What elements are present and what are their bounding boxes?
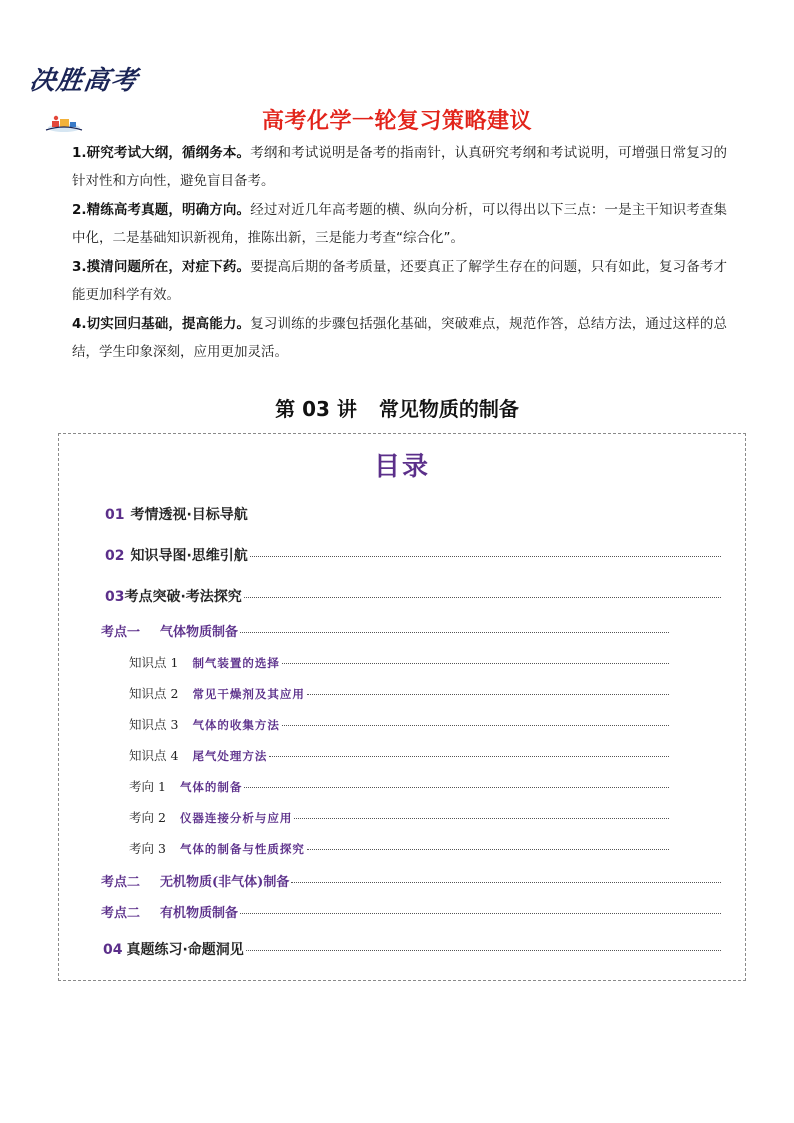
toc-heading: 目录	[373, 452, 430, 482]
toc-leader-dots	[307, 849, 669, 850]
toc-item-prefix: 考向 2	[129, 810, 166, 825]
lecture-title	[0, 393, 794, 422]
toc-leader-dots	[282, 663, 669, 664]
strategy-tips	[72, 140, 727, 368]
toc-item-label: 气体的制备与性质探究	[179, 842, 305, 856]
tip-text: 复习训练的步骤包括强化基础，突破难点，规范作答，总结方法，通过这样的总结，学生印象深刻，应用更加灵活。	[72, 316, 728, 360]
table-of-contents	[58, 433, 746, 981]
toc-item-number: 02	[105, 548, 125, 564]
toc-item-label: 知识导图·思维引航	[130, 548, 248, 564]
toc-item-label: 尾气处理方法	[192, 749, 268, 763]
toc-item[interactable]	[103, 939, 721, 959]
toc-item-label: 气体的收集方法	[192, 718, 280, 732]
toc-item-prefix: 考点一	[101, 625, 141, 640]
toc-item-label: 无机物质(非气体)制备	[160, 875, 290, 890]
toc-item[interactable]	[105, 586, 721, 606]
logo-text: 决胜高考	[27, 66, 140, 96]
lecture-topic: 常见物质的制备	[378, 397, 519, 421]
toc-leader-dots	[269, 756, 669, 757]
tip-heading: 摸清问题所在，对症下药。	[86, 259, 251, 275]
tip-text: 经过对近几年高考题的横、纵向分析，可以得出以下三点：一是主干知识考查集中化，二是基础知识新视角，推陈出新，三是能力考查“综合化”。	[72, 202, 728, 246]
toc-leader-dots	[282, 725, 669, 726]
toc-item[interactable]	[129, 715, 669, 733]
toc-item-label: 制气装置的选择	[192, 656, 280, 670]
toc-item-label: 常见干燥剂及其应用	[192, 687, 305, 701]
toc-leader-dots	[240, 632, 669, 633]
toc-leader-dots	[307, 694, 669, 695]
toc-item-number: 03	[105, 589, 125, 605]
toc-item-number: 04	[103, 942, 123, 958]
lecture-number: 第 03 讲	[275, 397, 357, 421]
toc-item[interactable]	[129, 653, 669, 671]
tip-text: 考纲和考试说明是备考的指南针，认真研究考纲和考试说明，可增强日常复习的针对性和方向性，避免盲目备考。	[72, 145, 728, 189]
toc-item[interactable]	[101, 871, 721, 890]
tip-heading: 研究考试大纲，循纲务本。	[86, 145, 251, 161]
toc-item[interactable]	[129, 684, 669, 702]
tip-item	[72, 197, 727, 252]
tip-heading: 精练高考真题，明确方向。	[86, 202, 251, 218]
toc-item-label: 仪器连接分析与应用	[179, 811, 293, 825]
toc-item-prefix: 知识点 1	[129, 655, 179, 670]
toc-item-prefix: 考向 3	[129, 841, 166, 856]
toc-item[interactable]	[105, 545, 721, 565]
toc-item-prefix: 考向 1	[129, 779, 166, 794]
toc-leader-dots	[244, 597, 721, 598]
page-title: 高考化学一轮复习策略建议	[261, 109, 532, 134]
toc-leader-dots	[240, 913, 721, 914]
toc-item[interactable]	[101, 902, 721, 921]
toc-leader-dots	[244, 787, 669, 788]
toc-item[interactable]	[129, 808, 669, 826]
toc-item[interactable]	[129, 777, 669, 795]
tip-number: 1.	[72, 145, 87, 161]
tip-heading: 切实回归基础，提高能力。	[86, 316, 251, 332]
toc-item[interactable]	[105, 504, 721, 524]
toc-item-number: 01	[105, 507, 125, 523]
toc-item[interactable]	[129, 839, 669, 857]
toc-item-prefix: 知识点 2	[129, 686, 179, 701]
tip-item	[72, 311, 727, 366]
toc-item-label: 气体物质制备	[160, 625, 239, 640]
toc-item[interactable]	[129, 746, 669, 764]
tip-text: 要提高后期的备考质量，还要真正了解学生存在的问题，只有如此，复习备考才能更加科学有效。	[72, 259, 728, 303]
toc-item-label: 考点突破·考法探究	[124, 589, 242, 605]
toc-leader-dots	[250, 556, 721, 557]
toc-item-prefix: 考点二	[101, 906, 141, 921]
toc-item-prefix: 考点二	[101, 875, 141, 890]
toc-item-label: 考情透视·目标导航	[130, 507, 248, 523]
toc-item-prefix: 知识点 4	[129, 748, 179, 763]
toc-leader-dots	[291, 882, 721, 883]
toc-leader-dots	[294, 818, 669, 819]
toc-leader-dots	[246, 950, 721, 951]
toc-item[interactable]	[101, 621, 669, 640]
tip-item	[72, 254, 727, 309]
toc-item-label: 有机物质制备	[160, 906, 239, 921]
toc-item-label: 真题练习·命题洞见	[126, 942, 244, 958]
tip-number: 2.	[72, 202, 87, 218]
toc-item-prefix: 知识点 3	[129, 717, 179, 732]
tip-number: 3.	[72, 259, 87, 275]
tip-number: 4.	[72, 316, 87, 332]
toc-item-label: 气体的制备	[179, 780, 243, 794]
tip-item	[72, 140, 727, 195]
